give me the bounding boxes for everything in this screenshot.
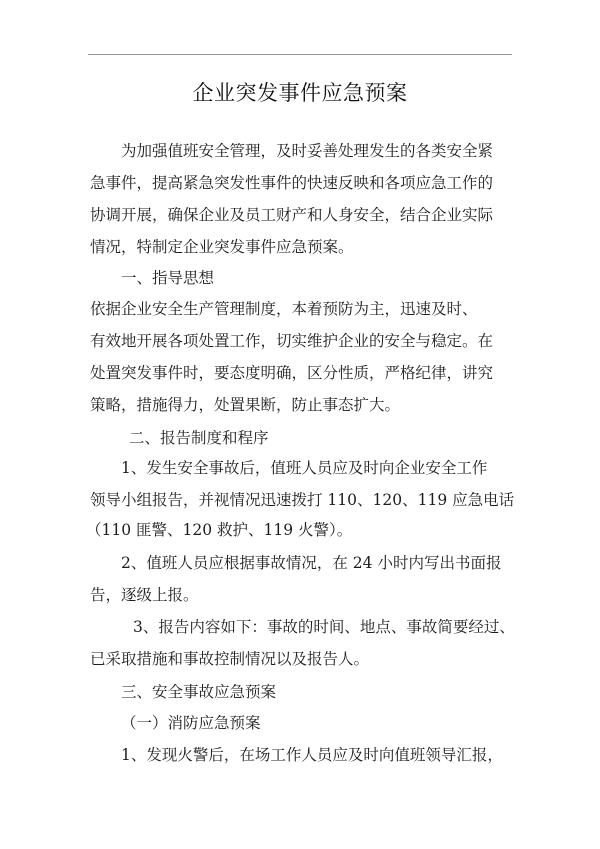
text-line: 1、发现火警后，在场工作人员应及时向值班领导汇报， — [121, 746, 503, 764]
text-line: 依据企业安全生产管理制度，本着预防为主，迅速及时、 — [90, 300, 478, 318]
text-line: 为加强值班安全管理，及时妥善处理发生的各类安全紧 — [121, 142, 494, 160]
text-line: 已采取措施和事故控制情况以及报告人。 — [90, 650, 370, 668]
text-line: 情况，特制定企业突发事件应急预案。 — [90, 238, 354, 256]
header-rule — [88, 54, 512, 55]
document-title: 企业突发事件应急预案 — [192, 81, 408, 105]
text-line: （110 匪警、120 救护、119 火警）。 — [86, 521, 353, 539]
text-line: 1、发生安全事故后，值班人员应及时向企业安全工作 — [121, 459, 488, 477]
text-line: （一）消防应急预案 — [121, 714, 261, 732]
text-line: 2、值班人员应根据事故情况，在 24 小时内写出书面报 — [121, 554, 502, 572]
text-line: 告，逐级上报。 — [90, 586, 199, 604]
text-line: 策略，措施得力，处置果断，防止事态扩大。 — [90, 396, 401, 414]
text-line: 三、安全事故应急预案 — [121, 683, 277, 701]
text-line: 二、报告制度和程序 — [129, 429, 269, 447]
text-line: 一、指导思想 — [121, 269, 215, 287]
text-line: 急事件，提高紧急突发性事件的快速反映和各项应急工作的 — [90, 174, 494, 192]
text-line: 协调开展，确保企业及员工财产和人身安全，结合企业实际 — [90, 206, 494, 224]
text-line: 有效地开展各项处置工作，切实维护企业的安全与稳定。在 — [90, 332, 494, 350]
text-line: 处置突发事件时，要态度明确，区分性质，严格纪律，讲究 — [90, 364, 494, 382]
text-line: 领导小组报告，并视情况迅速拨打 110、120、119 应急电话 — [90, 491, 515, 509]
text-line: 3、报告内容如下：事故的时间、地点、事故简要经过、 — [133, 618, 515, 636]
